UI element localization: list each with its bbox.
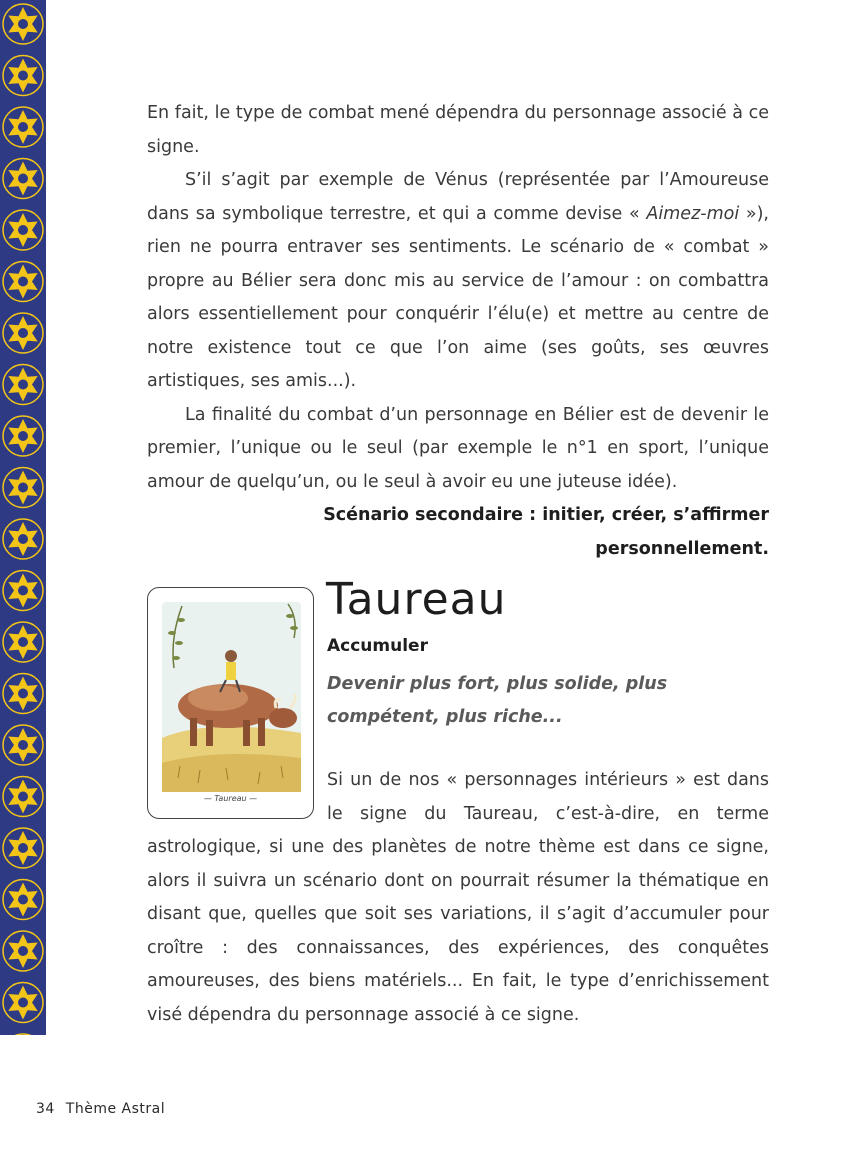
star-ornament-icon (3, 983, 43, 1023)
page-number: 34 (36, 1101, 55, 1117)
section-subtitle: Accumuler (327, 636, 428, 656)
star-ornament-icon (3, 571, 43, 611)
star-ornament-icon (3, 365, 43, 405)
star-ornament-icon (3, 159, 43, 199)
star-ornament-icon (3, 56, 43, 96)
card-wrap-spacer (147, 764, 327, 826)
secondary-scenario: Scénario secondaire : initier, créer, s’affirmer personnellement. (323, 505, 769, 559)
card-caption: — Taureau — (203, 794, 258, 803)
star-ornament-icon (3, 468, 43, 508)
star-ornament-icon (3, 107, 43, 147)
paragraph-2: S’il s’agit par exemple de Vénus (représentée par l’Amoureuse dans sa symbolique terrestre, et qui a comme devise « Aimez-moi »), rien ne pourra entraver ses sentiments. Le scénario de « combat » propre au Bélier sera donc mis au service de l’amour : on combattra alors essentiellement pour conquérir l’élu(e) et mettre au centre de notre existence tout ce que l’on aime (ses goûts, ses œuvres artistiques, ses amis...). (147, 170, 769, 391)
paragraph-3: La finalité du combat d’un personnage en Bélier est de devenir le premier, l’unique ou le seul (par exemple le n°1 en sport, l’unique amour de quelqu’un, ou le seul à avoir eu une juteuse idée). (147, 404, 769, 492)
section-title: Taureau (326, 574, 507, 625)
star-ornament-icon (3, 622, 43, 662)
star-ornament-icon (3, 313, 43, 353)
star-ornament-icon (3, 931, 43, 971)
paragraph-1: En fait, le type de combat mené dépendra du personnage associé à ce signe. (147, 103, 769, 157)
paragraph-taureau (147, 764, 769, 1032)
star-ornament-icon (3, 416, 43, 456)
decorative-border (0, 0, 46, 1035)
star-ornament-icon (3, 1034, 43, 1035)
star-ornament-icon (0, 0, 46, 1035)
star-ornament-icon (3, 880, 43, 920)
book-title: Thème Astral (65, 1101, 166, 1117)
star-ornament-icon (3, 777, 43, 817)
body-text-top (147, 97, 769, 566)
star-ornament-icon (3, 519, 43, 559)
star-ornament-icon (3, 210, 43, 250)
star-ornament-icon (3, 674, 43, 714)
body-text-bottom (147, 764, 769, 1032)
star-ornament-icon (3, 262, 43, 302)
star-ornament-icon (3, 725, 43, 765)
motto-emphasis: Aimez-moi (646, 203, 740, 224)
star-ornament-icon (3, 4, 43, 44)
section-tagline: Devenir plus fort, plus solide, plus compétent, plus riche... (327, 674, 668, 727)
star-ornament-icon (3, 828, 43, 868)
paragraph-taureau-text: Si un de nos « personnages intérieurs » est dans le signe du Taureau, c’est-à-dire, en terme astrologique, si une des planètes de notre thème est dans ce signe, alors il suivra un scénario dont on pourrait résumer la thématique en disant que, quelles que soit ses variations, il s’agit d’accumuler pour croître : des connaissances, des expériences, des conquêtes amoureuses, des biens matériels... En fait, le type d’enrichissement visé dépendra du personnage associé à ce signe. (147, 770, 769, 1025)
page-footer (36, 1101, 165, 1117)
